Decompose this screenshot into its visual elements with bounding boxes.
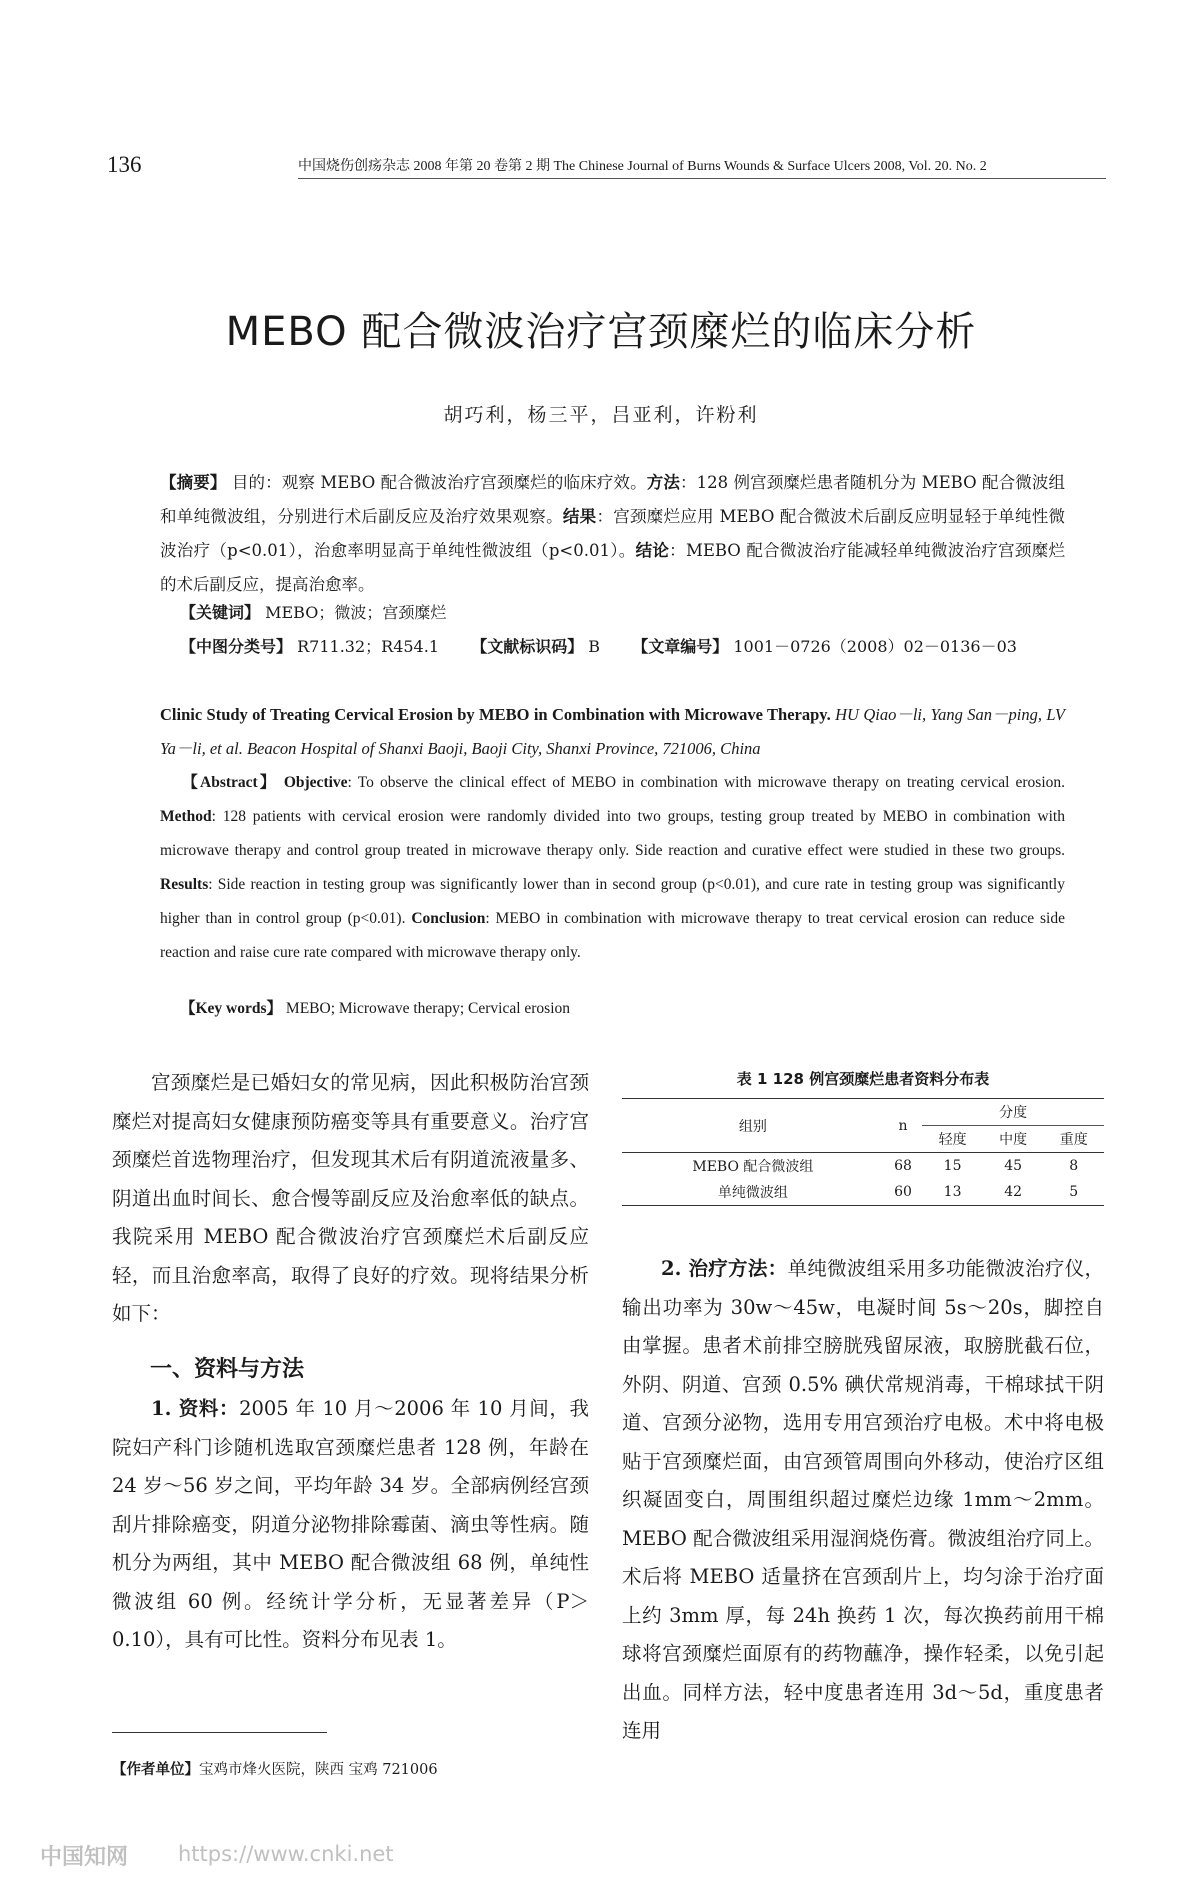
english-authors: HU Qiao－li, Yang San－ping, LV Ya－li, et al. Beacon Hospital of Shanxi Baoji, Baoji City, Shanxi Province, 721006, China — [160, 705, 1065, 758]
col-moderate: 中度 — [999, 1132, 1028, 1148]
table-row — [622, 1153, 1104, 1180]
table-row — [622, 1179, 1104, 1206]
english-title-block — [160, 698, 1065, 766]
abstract-cn — [160, 466, 1065, 602]
cell-severe: 8 — [1069, 1158, 1079, 1174]
cnki-logo: 中国知网 — [40, 1845, 129, 1870]
abstract-en — [160, 766, 1065, 970]
cell-mild: 13 — [943, 1184, 962, 1200]
col-degree: 分度 — [922, 1099, 1104, 1126]
article-id-text: 1001－0726（2008）02－0136－03 — [733, 637, 1017, 656]
cnki-url: https://www.cnki.net — [178, 1842, 394, 1866]
abstract-result-label: 结果 — [562, 507, 597, 526]
doc-code-text: B — [588, 637, 601, 656]
cell-group: 单纯微波组 — [717, 1185, 788, 1201]
abstract-method: ：128 例宫颈糜烂患者随机分为 MEBO 配合微波组和单纯微波组，分别进行术后副反应及治疗效果观察。 — [160, 473, 1066, 526]
abstract-result: ：宫颈糜烂应用 MEBO 配合微波术后副反应明显轻于单纯性微波治疗（p<0.01），治愈率明显高于单纯性微波组（p<0.01）。 — [160, 507, 1066, 560]
objective-text: : To observe the clinical effect of MEBO in combination with microwave therapy on treating cervical erosion. — [347, 774, 1066, 791]
keywords-en-label: 【Key words】 — [180, 1000, 283, 1017]
materials-paragraph — [112, 1390, 589, 1660]
method-label: Method — [160, 808, 212, 825]
conclusion-label: Conclusion — [411, 910, 486, 927]
data-table — [622, 1098, 1104, 1206]
materials-text: 2005 年 10 月～2006 年 10 月间，我院妇产科门诊随机选取宫颈糜烂患者 128 例，年龄在 24 岁～56 岁之间，平均年龄 34 岁。全部病例经宫颈刮片排除癌变，阴道分泌物排除霉菌、滴虫等性病。随机分为两组，其中 MEBO 配合微波组 68 例，单纯性微波组 60 例。经统计学分析，无显著差异（P＞0.10），具有可比性。资料分布见表 1。 — [112, 1397, 589, 1651]
cell-n: 60 — [894, 1184, 912, 1200]
abstract-en-label: 【Abstract】 — [180, 774, 278, 791]
keywords-text: MEBO；微波；宫颈糜烂 — [260, 603, 447, 622]
col-n: n — [898, 1117, 908, 1134]
keywords-cn — [180, 600, 446, 623]
method-text: : 128 patients with cervical erosion were randomly divided into two groups, testing group treated by MEBO in combination with microwave therapy and control group treated in microwave therapy only. Side reaction and curative effect were studied in these two groups. — [160, 808, 1065, 859]
clc-label: 【中图分类号】 — [180, 637, 293, 656]
authors: 胡巧利，杨三平，吕亚利，许粉利 — [443, 404, 759, 426]
footnote — [112, 1758, 438, 1779]
results-label: Results — [160, 876, 209, 893]
materials-label: 1. 资料： — [151, 1397, 240, 1420]
page-number: 136 — [107, 152, 142, 177]
header-rule — [298, 178, 1106, 179]
col-severe: 重度 — [1059, 1132, 1088, 1148]
keywords-en-text: MEBO; Microwave therapy; Cervical erosion — [282, 1000, 571, 1017]
clc-text: R711.32；R454.1 — [297, 637, 439, 656]
abstract-conclusion: ：MEBO 配合微波治疗能减轻单纯微波治疗宫颈糜烂的术后副反应，提高治愈率。 — [160, 541, 1065, 594]
cell-severe: 5 — [1069, 1184, 1079, 1200]
keywords-label: 【关键词】 — [180, 603, 261, 622]
abstract-label: 【摘要】 — [160, 473, 227, 492]
treatment-label: 2. 治疗方法： — [661, 1257, 788, 1280]
abstract-objective: 目的：观察 MEBO 配合微波治疗宫颈糜烂的临床疗效。 — [226, 473, 647, 492]
cell-moderate: 45 — [1004, 1158, 1023, 1174]
cell-group: MEBO 配合微波组 — [692, 1159, 814, 1175]
journal-header: 中国烧伤创疡杂志 2008 年第 20 卷第 2 期 The Chinese Journal of Burns Wounds & Surface Ulcers 2008, Vol. 20. No. 2 — [298, 159, 987, 174]
article-id-label: 【文章编号】 — [632, 637, 729, 656]
table-caption: 表 1 128 例宫颈糜烂患者资料分布表 — [736, 1070, 990, 1088]
abstract-method-label: 方法 — [646, 473, 680, 492]
footnote-label: 【作者单位】 — [112, 1761, 199, 1778]
english-title: Clinic Study of Treating Cervical Erosion by MEBO in Combination with Microwave Therapy. — [160, 705, 831, 724]
abstract-conclusion-label: 结论 — [635, 541, 670, 560]
intro-text: 宫颈糜烂是已婚妇女的常见病，因此积极防治宫颈糜烂对提高妇女健康预防癌变等具有重要意义。治疗宫颈糜烂首选物理治疗，但发现其术后有阴道流液量多、阴道出血时间长、愈合慢等副反应及治愈率低的缺点。我院采用 MEBO 配合微波治疗宫颈糜烂术后副反应轻，而且治愈率高，取得了良好的疗效。现将结果分析如下： — [112, 1071, 589, 1325]
doc-code-label: 【文献标识码】 — [471, 637, 584, 656]
treatment-paragraph — [622, 1250, 1104, 1751]
intro-paragraph — [112, 1064, 589, 1334]
objective-label: Objective — [283, 774, 348, 791]
treatment-text: 单纯微波组采用多功能微波治疗仪，输出功率为 30w～45w，电凝时间 5s～20s，脚控自由掌握。患者术前排空膀胱残留尿液，取膀胱截石位，外阴、阴道、宫颈 0.5% 碘伏常规消毒，干棉球拭干阴道、宫颈分泌物，选用专用宫颈治疗电极。术中将电极贴于宫颈糜烂面，由宫颈管周围向外移动，使治疗区组织凝固变白，周围组织超过糜烂边缘 1mm～2mm。MEBO 配合微波组采用湿润烧伤膏。微波组治疗同上。术后将 MEBO 适量挤在宫颈刮片上，均匀涂于治疗面上约 3mm 厚，每 24h 换药 1 次，每次换药前用干棉球将宫颈糜烂面原有的药物蘸净，操作轻柔，以免引起出血。同样方法，轻中度患者连用 3d～5d，重度患者连用 — [622, 1257, 1104, 1742]
cell-mild: 15 — [943, 1158, 962, 1174]
col-group: 组别 — [738, 1118, 767, 1135]
conclusion-text: : MEBO in combination with microwave therapy to treat cervical erosion can reduce side reaction and raise cure rate compared with microwave therapy only. — [160, 910, 1065, 961]
keywords-en — [180, 996, 570, 1018]
cell-n: 68 — [894, 1158, 912, 1174]
col-mild: 轻度 — [938, 1132, 967, 1148]
footnote-text: 宝鸡市烽火医院，陕西 宝鸡 721006 — [199, 1762, 438, 1778]
results-text: : Side reaction in testing group was significantly lower than in second group (p<0.01), and cure rate in testing group was significantly higher than in control group (p<0.01). — [160, 876, 1065, 927]
article-title: MEBO 配合微波治疗宫颈糜烂的临床分析 — [225, 309, 977, 355]
section-heading: 一、资料与方法 — [150, 1357, 305, 1382]
classification-line — [180, 634, 1017, 657]
footnote-rule — [112, 1732, 327, 1733]
cell-moderate: 42 — [1004, 1184, 1023, 1200]
